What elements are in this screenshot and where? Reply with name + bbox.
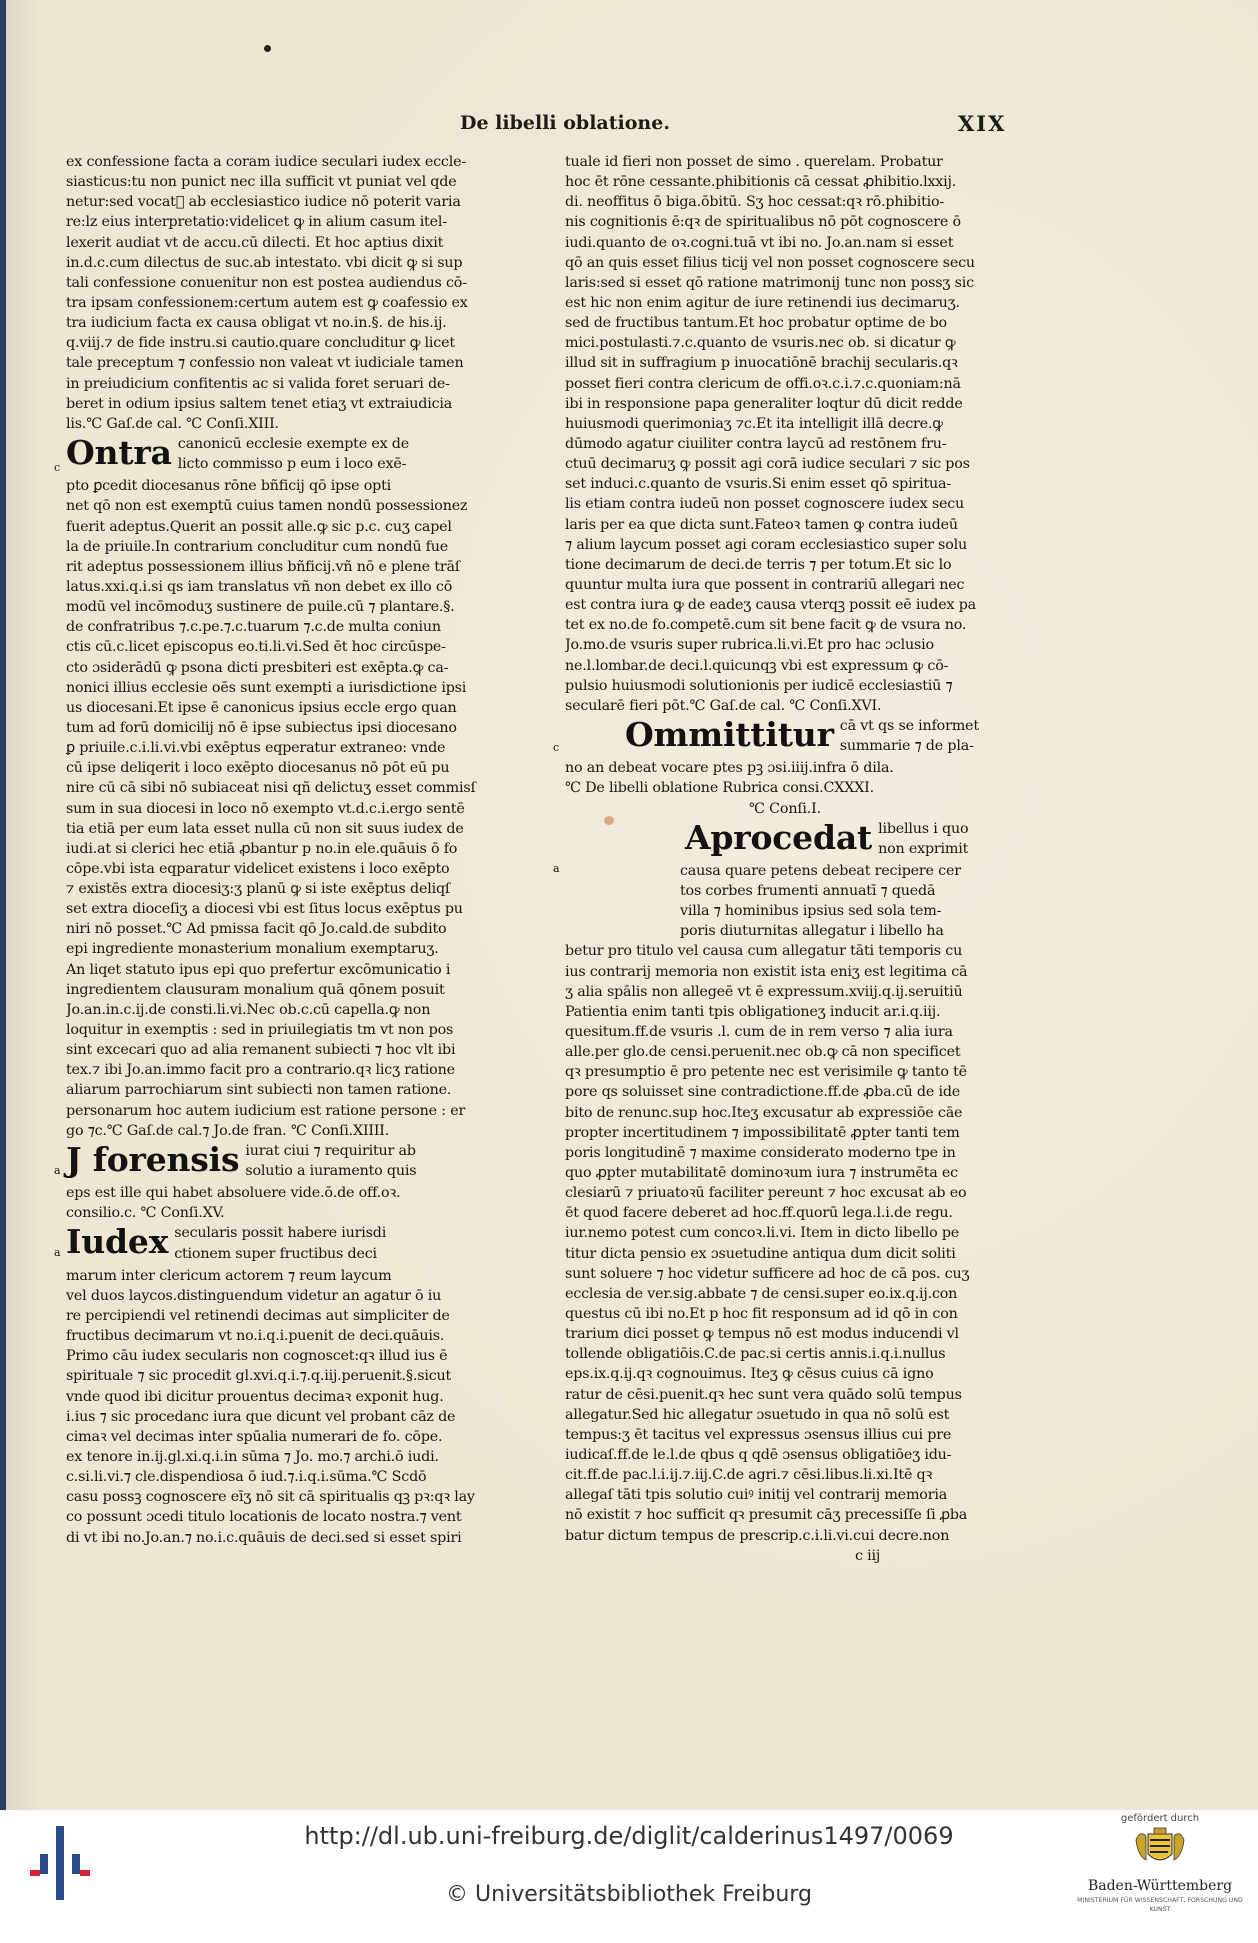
text-line: cū ipse deliqerit i loco exēpto diocesanus nō pōt eū pu [66,760,450,777]
text-line: sum in sua diocesi in loco nō exempto vt.d.c.i.ergo sentē [66,800,465,817]
text-line: niri nō posset.℃ Ad pmissa facit qō Jo.cald.de subdito [66,921,447,938]
text-line: cto ɔsiderādū ꝙ psona dicti presbiteri est exēpta.ꝙ ca- [66,659,449,676]
initial-side-text: canonicū ecclesie exempte ex de licto commisso p eum i loco exē- [177,435,410,473]
text-line: propter incertitudinem ⁊ impossibilitatē ꝓpter tanti tem [565,1124,960,1141]
text-line: cōpe.vbi ista eqparatur videlicet existens i loco exēpto [66,860,450,877]
text-line: est contra iura ꝙ de eadeʒ causa vterqꝫ possit eē iudex pa [565,597,976,614]
text-line: ingredientem clausuram monalium quā qōnem posuit [66,981,445,998]
text-line: in preiudicium confitentis ac si valida foret seruari de- [66,375,450,392]
text-line: lis.℃ Gaſ.de cal. ℃ Conſi.XIII. [66,415,279,432]
text-line: tuale id fieri non posset de simo . querelam. Probatur [565,154,943,170]
text-line: eps est ille qui habet absoluere vide.ō.de off.oꝛ. [66,1185,401,1202]
text-line: la de priuile.In contrarium concluditur cum nondū fue [66,538,449,555]
initial-paragraph-contra [54,432,484,476]
sponsor-subtitle: MINISTERIUM FÜR WISSENSCHAFT, FORSCHUNG UND KUNST [1077,1897,1243,1913]
text-line: latus.xxi.q.i.si qs iam translatus vñ non debet ex illo cō [66,578,453,595]
text-line: allegatur.Sed hic allegatur ɔsuetudo in qua nō solū est [565,1406,950,1423]
text-line: spirituale ⁊ sic procedit gl.xvi.q.i.⁊.q.iij.peruenit.§.sicut [66,1368,452,1385]
text-line: set induci.c.quanto de vsuris.Si enim esset qō spiritua- [565,476,951,493]
margin-letter: a [54,1246,61,1260]
text-line: nonici illius ecclesie oēs sunt exempti a iurisdictione ipsi [66,679,467,696]
text-line: ctis cū.c.licet episcopus eo.ti.li.vi.Sed ēt hoc circūspe- [66,639,446,656]
text-line: di vt ibi no.Jo.an.⁊ no.i.c.quāuis de deci.sed si esset spiri [66,1529,462,1546]
consilium-heading: ℃ Conſi.I. [749,800,821,817]
text-line: sint excecari quo ad alia remanent subiecti ⁊ hoc vlt ibi [66,1042,456,1059]
text-line: re:lz eius interpretatio:videlicet ꝙ in alium casum itel- [66,214,447,231]
text-line: posset fieri contra clericum de offi.oꝛ.c.i.⁊.c.quoniam:nā [565,375,961,392]
initial-side-text: secularis possit habere iurisdi ctionem super fructibus deci [174,1225,387,1262]
text-line: ex confessione facta a coram iudice seculari iudex eccle- [66,154,467,170]
text-line: consilio.c. ℃ Conſi.XV. [66,1205,225,1222]
right-column [553,152,1005,1566]
text-line: marum inter clericum actorem ⁊ reum laycum [66,1267,392,1284]
text-line: quesitum.ff.de vsuris .l. cum de in rem verso ⁊ alia iura [565,1024,953,1041]
text-line: tollende obligatiōis.C.de pac.si certis annis.i.q.i.nullus [565,1346,946,1363]
text-line: i.ius ⁊ sic procedanc iura que dicunt vel probant cāz de [66,1408,456,1425]
text-line: set extra dioceſiʒ a diocesi vbi est ſitus locus exēptus pu [66,901,463,918]
text-line: laris:sed si esset qō ratione matrimonij tunc non possʒ sic [565,274,974,291]
margin-letter: c [553,740,559,754]
text-line: titur dicta pensio ex ɔsuetudine antiqua dum dicit soliti [565,1245,956,1262]
folio-number: XIX [958,111,1007,136]
display-initial: Iudex [66,1222,169,1262]
text-line: tet ex no.de fo.competē.cum sit bene facit ꝙ de vsura no. [565,617,967,634]
text-block [66,152,484,434]
text-line: nire cū cā sibi nō subiaceat nisi qñ delictuʒ esset commisſ [66,780,476,797]
sponsor-label: gefördert durch [1120,1813,1200,1824]
text-line: sunt soluere ⁊ hoc videtur sufficere ad hoc de cā pos. cuʒ [565,1265,970,1282]
text-line: illud sit in suffragium p inuocatiōnē brachij secularis.qꝛ [565,355,958,372]
text-line: poris diuturnitas allegatur i libello ha [680,923,944,940]
text-line: us diocesani.Et ipse ē canonicus ipsius eccle ergo quan [66,699,457,716]
text-line: tale preceptum ⁊ confessio non valeat vt iudiciale tamen [66,355,464,372]
text-line: ℃ De libelli oblatione Rubrica consi.CXXXI. [565,780,874,797]
text-line: vnde quod ibi dicitur prouentus decimaꝛ exponit hug. [66,1388,444,1405]
text-line: tex.⁊ ibi Jo.an.immo facit pro a contrario.qꝛ licʒ ratione [66,1062,455,1079]
text-line: co possunt ɔcedi titulo locationis de locato nostra.⁊ vent [66,1509,462,1526]
text-block [66,1266,484,1548]
text-line: iudi.quanto de oꝛ.cogni.tuā vt ibi no. Jo.an.nam si esset [565,234,954,251]
running-head: De libelli oblatione. [460,112,670,134]
text-line: tali confessione conuenitur non est postea audiendus cō- [66,274,467,291]
text-line: Primo cāu iudex secularis non cognoscet:qꝛ illud ius ē [66,1348,448,1365]
text-line: ʒ alia spālis non allegeē vt ē expressum.xviij.q.ij.seruitiū [565,983,963,1000]
text-line: ꝑ priuile.c.i.li.vi.vbi exēptus eqperatur extraneo: vnde [66,740,446,757]
text-line: Jo.mo.de vsuris super rubrica.li.vi.Et pro hac ɔclusio [565,637,934,654]
text-line: secularē fieri pōt.℃ Gaſ.de cal. ℃ Conſi.XVI. [565,697,882,714]
text-line: nō existit ⁊ hoc sufficit qꝛ presumit cāʒ precessiſſe ſi ꝓba [565,1507,968,1524]
text-line: de confratribus ⁊.c.pe.⁊.c.tuarum ⁊.c.de multa coniun [66,619,441,636]
margin-letter: a [54,1163,61,1177]
text-line: tra ipsam confessionem:certum autem est ꝙ coafessio ex [66,294,468,311]
text-line: pore qs soluisset sine contradictione.ff.de ꝓba.cū de ide [565,1084,961,1101]
text-line: lexerit audiat vt de accu.cū dilecti. Et hoc aptius dixit [66,234,444,251]
text-line: ne.l.lombar.de deci.l.quicunqꝫ vbi est expressum ꝙ cō- [565,657,949,674]
text-line: betur pro titulo vel causa cum allegatur tāti temporis cu [565,943,963,960]
text-line: c.si.li.vi.⁊ cle.dispendiosa ō iud.⁊.i.q.i.sūma.℃ Scdō [66,1469,427,1486]
text-line: tos corbes frumenti annuatī ⁊ quedā [680,883,936,900]
text-line: ex tenore in.ij.gl.xi.q.i.in sūma ⁊ Jo. mo.⁊ archi.ō iudi. [66,1449,439,1465]
text-line: villa ⁊ hominibus ipsius sed sola tem- [680,903,942,920]
text-block [66,1183,484,1223]
text-line: qō an quis esset filius ticij vel non posset cognoscere secu [565,254,975,271]
text-line: est hic non enim agitur de iure retinendi ius decimaruʒ. [565,294,960,311]
text-line: beret in odium ipsius saltem tenet etiaʒ vt extraiudicia [66,395,453,412]
text-line: tra iudicium facta ex causa obligat vt no.in.§. de his.ij. [66,315,447,332]
text-line: ius contrarij memoria non existit ista eniʒ est legitima cā [565,963,968,980]
margin-letter: a [553,861,560,875]
text-line: tum ad forū domicilij nō ē ipse subiectus ipsi diocesano [66,719,457,736]
text-line: mici.postulasti.⁊.c.quanto de vsuris.nec ob. si dicatur ꝙ [565,335,956,352]
text-line: ecclesia de ver.sig.abbate ⁊ de censi.super eo.ix.q.ij.con [565,1285,958,1302]
text-line: iudicaſ.ff.de le.l.de qbus q qdē ɔsensus obligatiōeʒ idu- [565,1447,952,1463]
text-line: An liqet statuto ipus epi quo prefertur excōmunicatio i [66,961,451,978]
text-line: quo ꝓpter mutabilitatē dominoꝛum iura ⁊ instrumēta ec [565,1165,958,1182]
text-line: pulsio huiusmodi solutionionis per iudicē ecclesiastiū ⁊ [565,677,953,694]
indented-text-block [565,861,1005,942]
margin-letter: c [54,460,60,474]
text-line: netur:sed vocat᷑ ab ecclesiastico iudice nō poterit varia [66,194,461,211]
text-block [66,476,484,1141]
left-column [54,152,484,1548]
text-line: q.viij.⁊ de fide instru.si cautio.quare concluditur ꝙ licet [66,335,455,352]
text-line: di. neoffitus ō biga.ōbitū. Sʒ hoc cessat:qꝛ rō.phibitio- [565,194,945,211]
copyright-notice: © Universitätsbibliothek Freiburg [446,1882,812,1907]
initial-paragraph-ommittitur [553,714,1005,758]
text-line: poris longitudinē ⁊ maxime considerato moderno tpe in [565,1144,956,1161]
page-signature: c iij [855,1547,881,1564]
initial-paragraph-iudex [54,1222,484,1265]
text-line: ibi in responsione papa generaliter loqtur dū dicit redde [565,395,963,412]
display-initial: J forensis [66,1139,240,1179]
text-line: clesiarū ⁊ priuatoꝛū faciliter pereunt ⁊ hoc excusat ab eo [565,1185,967,1202]
text-line: siasticus:tu non punict nec illa sufficit vt puniat vel qde [66,174,457,191]
text-line: questus cū ibi no.Et p hoc fit responsum ad id qō in con [565,1306,958,1323]
initial-paragraph-forensis [54,1139,484,1183]
text-line: batur dictum tempus de prescrip.c.i.li.vi.cui decre.non [565,1527,950,1544]
text-line: in.d.c.cum dilectus de suc.ab intestato. vbi dicit ꝙ si sup [66,254,463,271]
sponsor-name: Baden-Württemberg [1087,1878,1233,1894]
text-line: ⁊ existēs extra diocesiʒ:ʒ planū ꝙ si iste exēptus deliqſ [66,881,451,898]
text-line: huiusmodi querimoniaʒ ⁊c.Et ita intelligit illā decre.ꝙ [565,415,943,432]
text-line: qꝛ presumptio ē pro petente nec est verisimile ꝙ tanto tē [565,1064,967,1081]
initial-side-text: iurat ciui ⁊ requiritur ab solutio a iuramento quis [245,1142,417,1180]
text-line: personarum hoc autem iudicium est ratione persone : er [66,1102,466,1119]
text-line: ctuū decimaruʒ ꝙ possit agi corā iudice seculari ⁊ sic pos [565,456,970,473]
sponsor-block [1075,1812,1245,1938]
text-line: nis cognitionis ē:qꝛ de spiritualibus nō pōt cognoscere ō [565,214,961,231]
display-initial: Ontra [66,432,172,472]
text-line: sed de fructibus tantum.Et hoc probatur optime de bo [565,315,947,332]
text-line: vel duos laycos.distinguendum videtur an agatur ō iu [66,1287,442,1304]
text-line: loquitur in exemptis : sed in priuilegiatis tm vt non pos [66,1022,454,1039]
text-block [565,152,1005,716]
text-line: causa quare petens debeat recipere cer [680,862,961,879]
text-line: trarium dici posset ꝙ tempus nō est modus inducendi vl [565,1326,959,1343]
text-line: tia etiā per eum lata esset nulla cū non sit suus iudex de [66,820,464,837]
source-url[interactable]: http://dl.ub.uni-freiburg.de/diglit/calderinus1497/0069 [304,1822,954,1850]
text-line: no an debeat vocare ptes pꝫ ɔsi.iiij.infra ō dila. [565,760,894,777]
text-line: net qō non est exemptū cuius tamen nondū possessionez [66,498,468,515]
ink-dot [264,45,271,52]
text-line: alle.per glo.de censi.peruenit.nec ob.ꝙ cā non specificet [565,1044,961,1061]
text-line: eps.ix.q.ij.qꝛ cognouimus. Iteʒ ꝙ cēsus cuius cā igno [565,1366,934,1383]
text-line: hoc ēt rōne cessante.phibitionis cā cessat ꝓhibitio.lxxij. [565,174,957,191]
text-line: cimaꝛ vel decimas inter spūalia numerari de fo. cōpe. [66,1428,443,1445]
text-line: tione decimarum de deci.de terris ⁊ per totum.Et sic lo [565,556,952,573]
text-line: bito de renunc.sup hoc.Iteʒ excusatur ab expressiōe cāe [565,1104,963,1121]
initial-side-text: libellus i quo non exprimit [878,820,969,857]
text-line: iur.nemo potest cum concoꝛ.li.vi. Item in dicto libello pe [565,1225,960,1242]
text-line: modū vel incōmoduʒ sustinere de puile.cū ⁊ plantare.§. [66,599,455,616]
text-line: laris per ea que dicta sunt.Fateoꝛ tamen ꝙ contra iudeū [565,516,958,533]
initial-side-text: cā vt qs se informet summarie ⁊ de pla- [839,717,979,755]
text-line: epi ingrediente monasterium monalium exemptaruʒ. [66,941,439,958]
text-line: ⁊ alium laycum posset agi coram ecclesiastico super solu [565,536,967,553]
text-line: iudi.at si clerici hec etiā ꝓbantur p no.in ele.quāuis ō fo [66,840,458,857]
text-line: dūmodo agatur ciuiliter contra laycū ad restōnem fru- [565,435,947,452]
text-line: cit.ff.de pac.l.i.ij.⁊.iij.C.de agri.⁊ cēsi.libus.li.xi.Itē qꝛ [565,1467,933,1484]
text-line: tempus:ʒ ēt tacitus vel expressus ɔsensus illius cui pre [565,1426,952,1443]
text-line: quuntur multa iura que possent in contrariū allegari nec [565,576,965,593]
text-line: rit adeptus possessionem illius bñficij.vñ nō e plene trāſ [66,558,460,575]
text-line: go ⁊c.℃ Gaſ.de cal.⁊ Jo.de fran. ℃ Conſi.XIIII. [66,1122,390,1139]
text-line: lis etiam contra iudeū non posset cognoscere iudex secu [565,496,965,513]
text-line: pto ꝑcedit diocesanus rōne bñficij qō ipse opti [66,478,392,495]
text-line: ratur de cēsi.puenit.qꝛ hec sunt vera quādo solū tempus [565,1386,962,1403]
text-line: allegaſ tāti tpis solutio cuiꝰ initij vel contrarij memoria [565,1487,948,1504]
text-line: re percipiendi vel retinendi decimas aut simpliciter de [66,1308,450,1325]
text-line: fuerit adeptus.Querit an possit alle.ꝙ sic p.c. cuʒ capel [66,518,452,535]
text-line: fructibus decimarum vt no.i.q.i.puenit de deci.quāuis. [66,1328,445,1345]
text-line: Patientia enim tanti tpis obligationeʒ inducit ar.i.q.iij. [565,1003,941,1020]
text-line: aliarum parrochiarum sint subiecti non tamen ratione. [66,1082,452,1099]
text-block [565,758,1005,798]
text-line: Jo.an.in.c.ij.de consti.li.vi.Nec ob.c.cū capella.ꝙ non [66,1001,431,1018]
baden-wuerttemberg-coat-of-arms-icon [1130,1826,1190,1872]
text-block [565,941,1005,1545]
text-line: ēt quod facere deberet ad hoc.ff.quorū lega.l.i.de regu. [565,1205,953,1222]
display-initial: Ommittitur [625,714,834,754]
display-initial: Aprocedat [685,817,873,857]
text-line: casu possꝫ cognoscere eīʒ nō sit cā spiritualis qꝫ pꝛ:qꝛ lay [66,1489,475,1506]
